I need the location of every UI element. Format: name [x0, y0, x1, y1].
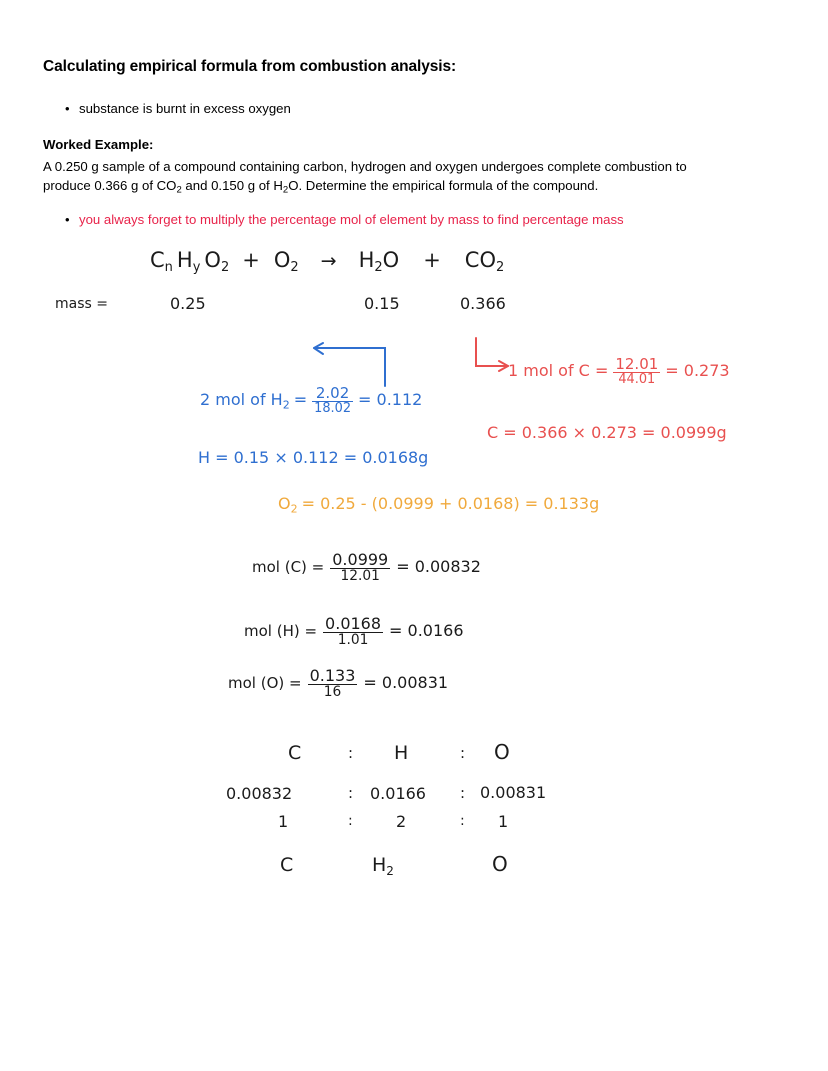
mol-carbon-result: = 0.00832	[396, 557, 481, 577]
worked-example-line1: A 0.250 g sample of a compound containing carbon, hydrogen and oxygen undergoes complete combustion to	[43, 159, 687, 174]
worked-example-line2a: produce 0.366 g of CO	[43, 178, 177, 193]
mol-hydrogen-label: mol (H) =	[244, 622, 318, 641]
mol-hydrogen-fraction	[323, 616, 383, 647]
ratio-separator-5: :	[348, 813, 353, 829]
final-formula-h-sub: 2	[386, 864, 394, 879]
reactant-o2-sub: 2	[290, 259, 299, 275]
ratio-simple-h: 2	[396, 812, 407, 831]
bullet-label: substance is burnt in excess oxygen	[79, 101, 291, 116]
ratio-header-o: O	[494, 740, 510, 764]
bullet-label-note: you always forget to multiply the percentage mol of element by mass to find percentage mass	[79, 212, 624, 227]
formula-o: O	[204, 248, 221, 272]
formula-c: C	[150, 248, 165, 272]
equation-plus-1: +	[242, 248, 260, 272]
equation-plus-2: +	[423, 248, 441, 272]
reactant-o2: O	[273, 248, 291, 272]
final-formula-h	[372, 854, 394, 878]
ratio-header-c: C	[288, 742, 302, 764]
ratio-moles-o: 0.00831	[480, 783, 547, 802]
ratio-separator-4: :	[460, 784, 466, 802]
mol-hydrogen-numerator: 0.0168	[325, 614, 382, 633]
blue-h2-label: 2 mol of H	[200, 390, 283, 410]
ratio-separator-6: :	[460, 813, 465, 829]
co2-subscript: 2	[176, 184, 182, 196]
product-co2: CO	[464, 248, 496, 272]
red-result: = 0.273	[665, 361, 730, 381]
product-h2o: H	[358, 248, 375, 272]
mol-line-carbon	[252, 552, 481, 583]
bullet-item-note	[65, 212, 624, 228]
ratio-simple-o: 1	[498, 812, 509, 831]
ratio-moles-h: 0.0166	[370, 784, 426, 803]
mol-line-hydrogen	[244, 616, 464, 647]
formula-h: H	[176, 248, 193, 272]
final-formula-c: C	[280, 854, 294, 876]
red-c-label: 1 mol of C =	[508, 361, 609, 381]
orange-o-sub: 2	[290, 502, 298, 516]
final-formula-h-letter: H	[372, 854, 387, 876]
formula-c-sub: n	[164, 259, 173, 275]
mass-water-value: 0.15	[364, 294, 400, 313]
product-co2-sub: 2	[496, 259, 505, 275]
reaction-arrow: →	[320, 250, 337, 272]
ratio-header-h: H	[394, 742, 409, 764]
red-line-carbon-mass: C = 0.366 × 0.273 = 0.0999g	[487, 423, 727, 442]
product-h2o-sub: 2	[374, 259, 383, 275]
blue-equals: =	[293, 390, 308, 410]
blue-fraction	[312, 386, 353, 415]
mol-carbon-fraction	[330, 552, 390, 583]
ratio-separator-3: :	[348, 784, 354, 802]
orange-o-label: O	[278, 494, 291, 513]
worked-example-label: Worked Example:	[43, 137, 154, 152]
bullet-item	[65, 101, 291, 117]
bullet-marker: •	[65, 212, 70, 227]
mass-label: mass =	[55, 296, 108, 312]
blue-fraction-denominator: 18.02	[314, 401, 352, 417]
worked-example-line2b: and 0.150 g of H	[181, 178, 283, 193]
red-line-carbon-mol	[508, 357, 730, 386]
mol-oxygen-fraction	[308, 668, 358, 699]
blue-h2-sub: 2	[282, 398, 290, 412]
worked-example-line2c: O. Determine the empirical formula of the compound.	[288, 178, 599, 193]
mol-oxygen-label: mol (O) =	[228, 674, 302, 693]
blue-line-hydrogen-mass: H = 0.15 × 0.112 = 0.0168g	[198, 448, 429, 467]
blue-fraction-numerator: 2.02	[312, 386, 353, 402]
red-fraction-numerator: 12.01	[615, 355, 659, 373]
formula-h-sub: y	[192, 259, 201, 275]
orange-o-expression: = 0.25 - (0.0999 + 0.0168) = 0.133g	[301, 494, 600, 513]
formula-o-sub: 2	[220, 259, 230, 275]
ratio-separator-2: :	[460, 744, 466, 762]
mol-oxygen-denominator: 16	[323, 684, 342, 701]
mol-oxygen-result: = 0.00831	[363, 673, 449, 693]
mass-compound-value: 0.25	[170, 294, 206, 313]
mol-carbon-label: mol (C) =	[252, 558, 325, 577]
product-h2o-o: O	[382, 248, 400, 272]
blue-pointer-arrow	[300, 340, 410, 390]
handwritten-equation	[150, 248, 504, 275]
ratio-separator-1: :	[348, 744, 354, 762]
mass-co2-value: 0.366	[460, 294, 506, 313]
red-fraction-denominator: 44.01	[618, 372, 656, 388]
blue-result: = 0.112	[358, 390, 423, 410]
mol-line-oxygen	[228, 668, 448, 699]
worked-example-body	[43, 157, 783, 199]
blue-line-hydrogen-mol	[200, 386, 422, 415]
bullet-marker: •	[65, 101, 70, 116]
page-title: Calculating empirical formula from combustion analysis:	[43, 58, 457, 75]
orange-line-oxygen-mass	[278, 494, 599, 515]
ratio-simple-c: 1	[278, 812, 289, 831]
mol-hydrogen-result: = 0.0166	[389, 621, 464, 641]
mol-carbon-denominator: 12.01	[340, 568, 380, 585]
final-formula-o: O	[492, 852, 508, 876]
h2o-subscript: 2	[282, 184, 289, 196]
ratio-moles-c: 0.00832	[226, 784, 293, 803]
mol-hydrogen-denominator: 1.01	[337, 632, 369, 649]
mol-carbon-numerator: 0.0999	[332, 550, 389, 569]
red-fraction	[613, 357, 660, 386]
mol-oxygen-numerator: 0.133	[309, 666, 356, 685]
